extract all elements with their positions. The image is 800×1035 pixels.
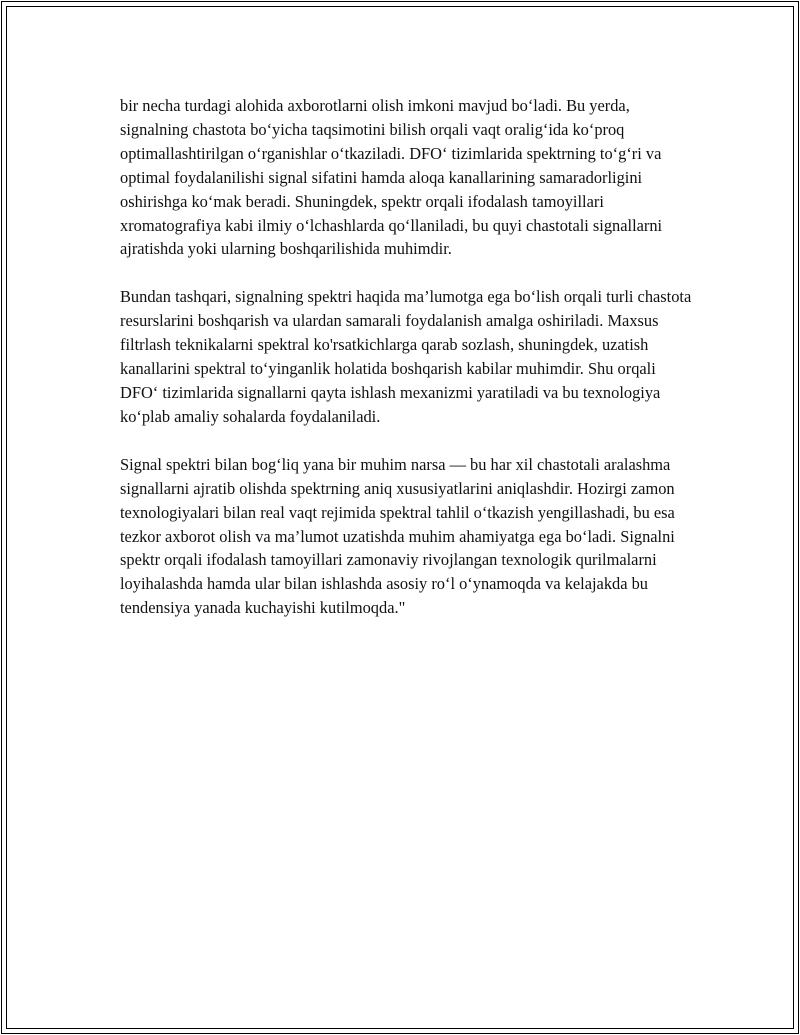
document-body: [120, 94, 695, 644]
paragraph-3: Signal spektri bilan bog‘liq yana bir muhim narsa — bu har xil chastotali aralashma signallarni ajratib olishda spektrning aniq xususiyatlarini aniqlashdir. Hozirgi zamon texnologiyalari bilan real vaqt rejimida spektral tahlil o‘tkazish yengillashadi, bu esa tezkor axborot olish va ma’lumot uzatishda muhim ahamiyatga ega bo‘ladi. Signalni spektr orqali ifodalash tamoyillari zamonaviy rivojlangan texnologik qurilmalarni loyihalashda hamda ular bilan ishlashda asosiy ro‘l o‘ynamoqda va kelajakda bu tendensiya yanada kuchayishi kutilmoqda.": [120, 454, 675, 618]
page-border: [1, 1, 799, 1034]
paragraph-1: bir necha turdagi alohida axborotlarni olish imkoni mavjud bo‘ladi. Bu yerda, signalning chastota bo‘yicha taqsimotini bilish orqali vaqt oralig‘ida ko‘proq optimallashtirilgan o‘rganishlar o‘tkaziladi. DFO‘ tizimlarida spektrning to‘g‘ri va optimal foydalanilishi signal sifatini hamda aloqa kanallarining samaradorligini oshirishga ko‘mak beradi. Shuningdek, spektr orqali ifodalash tamoyillari xromatografiya kabi ilmiy o‘lchashlarda qo‘llaniladi, bu quyi chastotali signallarni ajratishda yoki ularning boshqarilishida muhimdir.: [120, 96, 663, 259]
paragraph-2: Bundan tashqari, signalning spektri haqida ma’lumotga ega bo‘lish orqali turli chastota resurslarini boshqarish va ulardan samarali foydalanish amalga oshiriladi. Maxsus filtrlash teknikalarni spektral ko'rsatkichlarga qarab sozlash, shuningdek, uzatish kanallarini spektral to‘yinganlik holatida boshqarish kabilar muhimdir. Shu orqali DFO‘ tizimlarida signallarni qayta ishlash mexanizmi yaratiladi va bu texnologiya ko‘plab amaliy sohalarda foydalaniladi.: [120, 287, 692, 426]
